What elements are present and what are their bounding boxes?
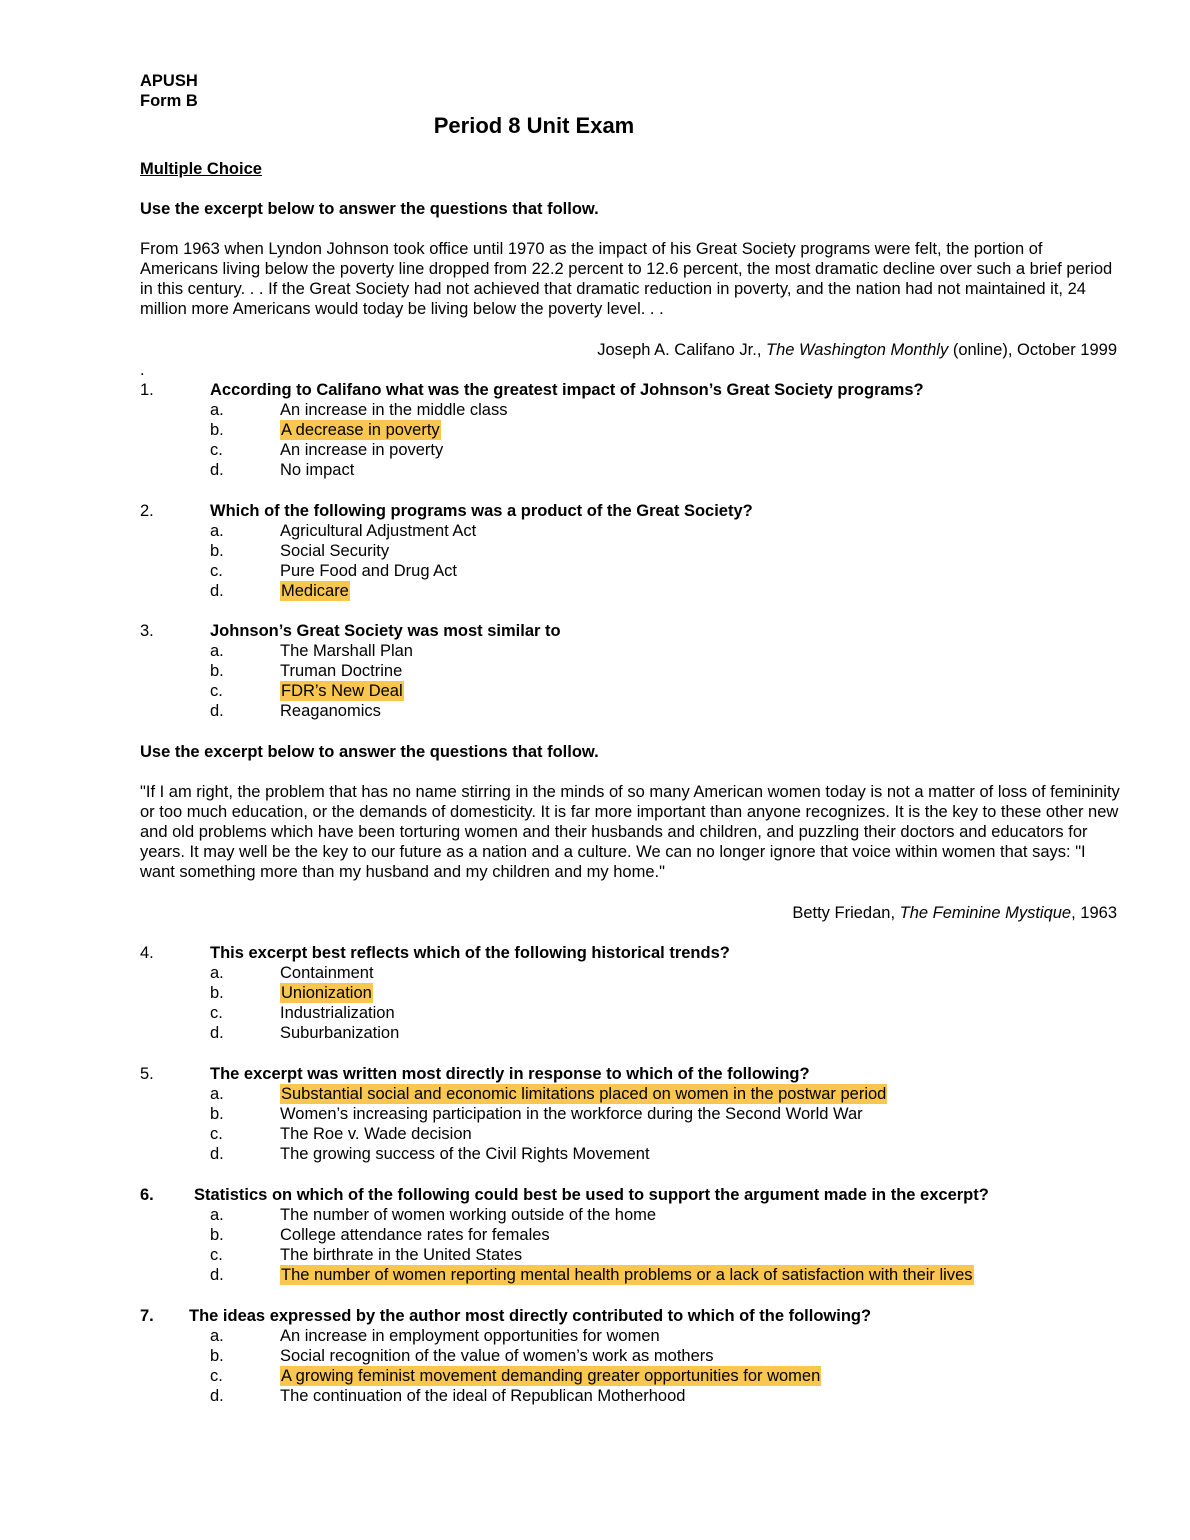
option[interactable]	[140, 460, 1120, 480]
option-letter: c.	[210, 1125, 223, 1144]
excerpt-1-citation	[140, 340, 1117, 360]
option-text: An increase in employment opportunities for women	[280, 1327, 660, 1346]
option-text: Agricultural Adjustment Act	[280, 522, 477, 541]
option[interactable]	[140, 521, 1120, 541]
option-text: The number of women working outside of the home	[280, 1206, 657, 1225]
option[interactable]	[140, 1386, 1120, 1406]
option-text: An increase in the middle class	[280, 401, 508, 420]
question-text: Which of the following programs was a product of the Great Society?	[210, 502, 753, 520]
question-text: Statistics on which of the following could best be used to support the argument made in the excerpt?	[194, 1186, 989, 1204]
option[interactable]	[140, 561, 1120, 581]
option-text: The birthrate in the United States	[280, 1246, 523, 1265]
option-letter: a.	[210, 522, 224, 541]
option[interactable]	[140, 1124, 1120, 1144]
option-text: Suburbanization	[280, 1024, 400, 1043]
option-text-highlighted: FDR’s New Deal	[281, 682, 403, 701]
option[interactable]	[140, 1346, 1120, 1366]
question-number: 4.	[140, 944, 154, 962]
option-text-highlighted: A decrease in poverty	[281, 421, 440, 440]
option[interactable]	[140, 1104, 1120, 1124]
option-text-highlighted: Medicare	[281, 582, 349, 601]
option-text: No impact	[280, 461, 355, 480]
option[interactable]	[140, 1366, 1120, 1386]
option-letter: a.	[210, 1085, 224, 1104]
excerpt-1: From 1963 when Lyndon Johnson took office until 1970 as the impact of his Great Society programs were felt, the portion of Americans living below the poverty line dropped from 22.2 percent to 12.6 percent, the most dramatic decline over such a brief period in this century. . . If the Great Society had not achieved that dramatic reduction in poverty, and the nation had not maintained it, 24 million more Americans would today be living below the poverty level. . .	[140, 240, 1113, 319]
option[interactable]	[140, 400, 1120, 420]
option-text: Social Security	[280, 542, 390, 561]
option-text: The continuation of the ideal of Republican Motherhood	[280, 1387, 686, 1406]
option-letter: c.	[210, 441, 223, 460]
option-letter: c.	[210, 562, 223, 581]
question-text: Johnson’s Great Society was most similar to	[210, 622, 561, 640]
option[interactable]	[140, 541, 1120, 561]
excerpt-2: "If I am right, the problem that has no name stirring in the minds of so many American women today is not a matter of loss of femininity or too much education, or the demands of domesticity. It is far more important than anyone recognizes. It is the key to these other new and old problems which have been torturing women and their husbands and children, and puzzling their doctors and educators for years. It may well be the key to our future as a nation and a culture. We can no longer ignore that voice within women that says: "I want something more than my husband and my children and my home."	[140, 783, 1120, 882]
form-label: Form B	[140, 92, 198, 110]
option-text: The Roe v. Wade decision	[280, 1125, 472, 1144]
option-letter: d.	[210, 1266, 224, 1285]
option-letter: b.	[210, 1226, 224, 1245]
option-letter: a.	[210, 1206, 224, 1225]
option-letter: d.	[210, 702, 224, 721]
option-text: Reaganomics	[280, 702, 381, 721]
option[interactable]	[140, 983, 1120, 1003]
option-letter: c.	[210, 682, 223, 701]
question-2	[140, 501, 1120, 601]
instructions-2: Use the excerpt below to answer the questions that follow.	[140, 743, 599, 761]
question-6	[140, 1185, 1120, 1285]
option-text: Pure Food and Drug Act	[280, 562, 458, 581]
option-text: Women’s increasing participation in the workforce during the Second World War	[280, 1105, 863, 1124]
option-letter: d.	[210, 1387, 224, 1406]
option[interactable]	[140, 1023, 1120, 1043]
option[interactable]	[140, 661, 1120, 681]
option-letter: a.	[210, 642, 224, 661]
option-letter: a.	[210, 1327, 224, 1346]
option-text: Containment	[280, 964, 374, 983]
option[interactable]	[140, 1205, 1120, 1225]
question-number: 1.	[140, 381, 154, 399]
option-letter: d.	[210, 1145, 224, 1164]
option-text: College attendance rates for females	[280, 1226, 550, 1245]
question-number: 3.	[140, 622, 154, 640]
option-text: An increase in poverty	[280, 441, 444, 460]
citation-author: Betty Friedan,	[792, 904, 900, 922]
question-number: 5.	[140, 1065, 154, 1083]
citation-source: The Washington Monthly	[766, 341, 949, 359]
option[interactable]	[140, 1084, 1120, 1104]
option-text-highlighted: A growing feminist movement demanding greater opportunities for women	[281, 1367, 821, 1386]
option-letter: b.	[210, 662, 224, 681]
question-number: 7.	[140, 1307, 154, 1325]
section-heading: Multiple Choice	[140, 160, 262, 178]
option-letter: b.	[210, 1347, 224, 1366]
excerpt-2-citation	[140, 903, 1117, 923]
option[interactable]	[140, 1144, 1120, 1164]
question-text: The excerpt was written most directly in response to which of the following?	[210, 1065, 810, 1083]
option[interactable]	[140, 1245, 1120, 1265]
option-letter: d.	[210, 1024, 224, 1043]
question-text: The ideas expressed by the author most directly contributed to which of the following?	[189, 1307, 872, 1325]
citation-author: Joseph A. Califano Jr.,	[597, 341, 767, 359]
question-3	[140, 621, 1120, 721]
option-letter: b.	[210, 421, 224, 440]
option-letter: c.	[210, 1246, 223, 1265]
question-5	[140, 1064, 1120, 1164]
option-text-highlighted: Unionization	[281, 984, 372, 1003]
citation-date: , 1963	[1071, 904, 1117, 922]
option[interactable]	[140, 641, 1120, 661]
citation-source: The Feminine Mystique	[899, 904, 1072, 922]
option-text-highlighted: The number of women reporting mental health problems or a lack of satisfaction with their lives	[281, 1266, 973, 1285]
stray-period: .	[140, 361, 145, 379]
option[interactable]	[140, 440, 1120, 460]
option-text: Truman Doctrine	[280, 662, 403, 681]
option-text: The growing success of the Civil Rights Movement	[280, 1145, 650, 1164]
question-4	[140, 943, 1120, 1043]
option-letter: b.	[210, 984, 224, 1003]
option[interactable]	[140, 1265, 1120, 1285]
instructions-1: Use the excerpt below to answer the questions that follow.	[140, 200, 599, 218]
question-number: 2.	[140, 502, 154, 520]
option-letter: b.	[210, 542, 224, 561]
course-label: APUSH	[140, 72, 198, 90]
question-text: This excerpt best reflects which of the following historical trends?	[210, 944, 730, 962]
citation-date: (online), October 1999	[948, 341, 1117, 359]
option[interactable]	[140, 581, 1120, 601]
option[interactable]	[140, 1225, 1120, 1245]
option-letter: a.	[210, 964, 224, 983]
page-title: Period 8 Unit Exam	[433, 113, 635, 138]
option-letter: a.	[210, 401, 224, 420]
option-text: Industrialization	[280, 1004, 395, 1023]
option[interactable]	[140, 1003, 1120, 1023]
question-1	[140, 380, 1120, 480]
option-letter: b.	[210, 1105, 224, 1124]
option[interactable]	[140, 420, 1120, 440]
option[interactable]	[140, 963, 1120, 983]
option-letter: c.	[210, 1004, 223, 1023]
option-letter: c.	[210, 1367, 223, 1386]
question-7	[140, 1306, 1120, 1406]
question-text: According to Califano what was the greatest impact of Johnson’s Great Society programs?	[210, 381, 924, 399]
option-text-highlighted: Substantial social and economic limitations placed on women in the postwar period	[281, 1085, 887, 1104]
option-letter: d.	[210, 461, 224, 480]
option-text: The Marshall Plan	[280, 642, 413, 661]
option[interactable]	[140, 701, 1120, 721]
option[interactable]	[140, 681, 1120, 701]
option[interactable]	[140, 1326, 1120, 1346]
question-number: 6.	[140, 1186, 154, 1204]
option-text: Social recognition of the value of women’s work as mothers	[280, 1347, 714, 1366]
option-letter: d.	[210, 582, 224, 601]
